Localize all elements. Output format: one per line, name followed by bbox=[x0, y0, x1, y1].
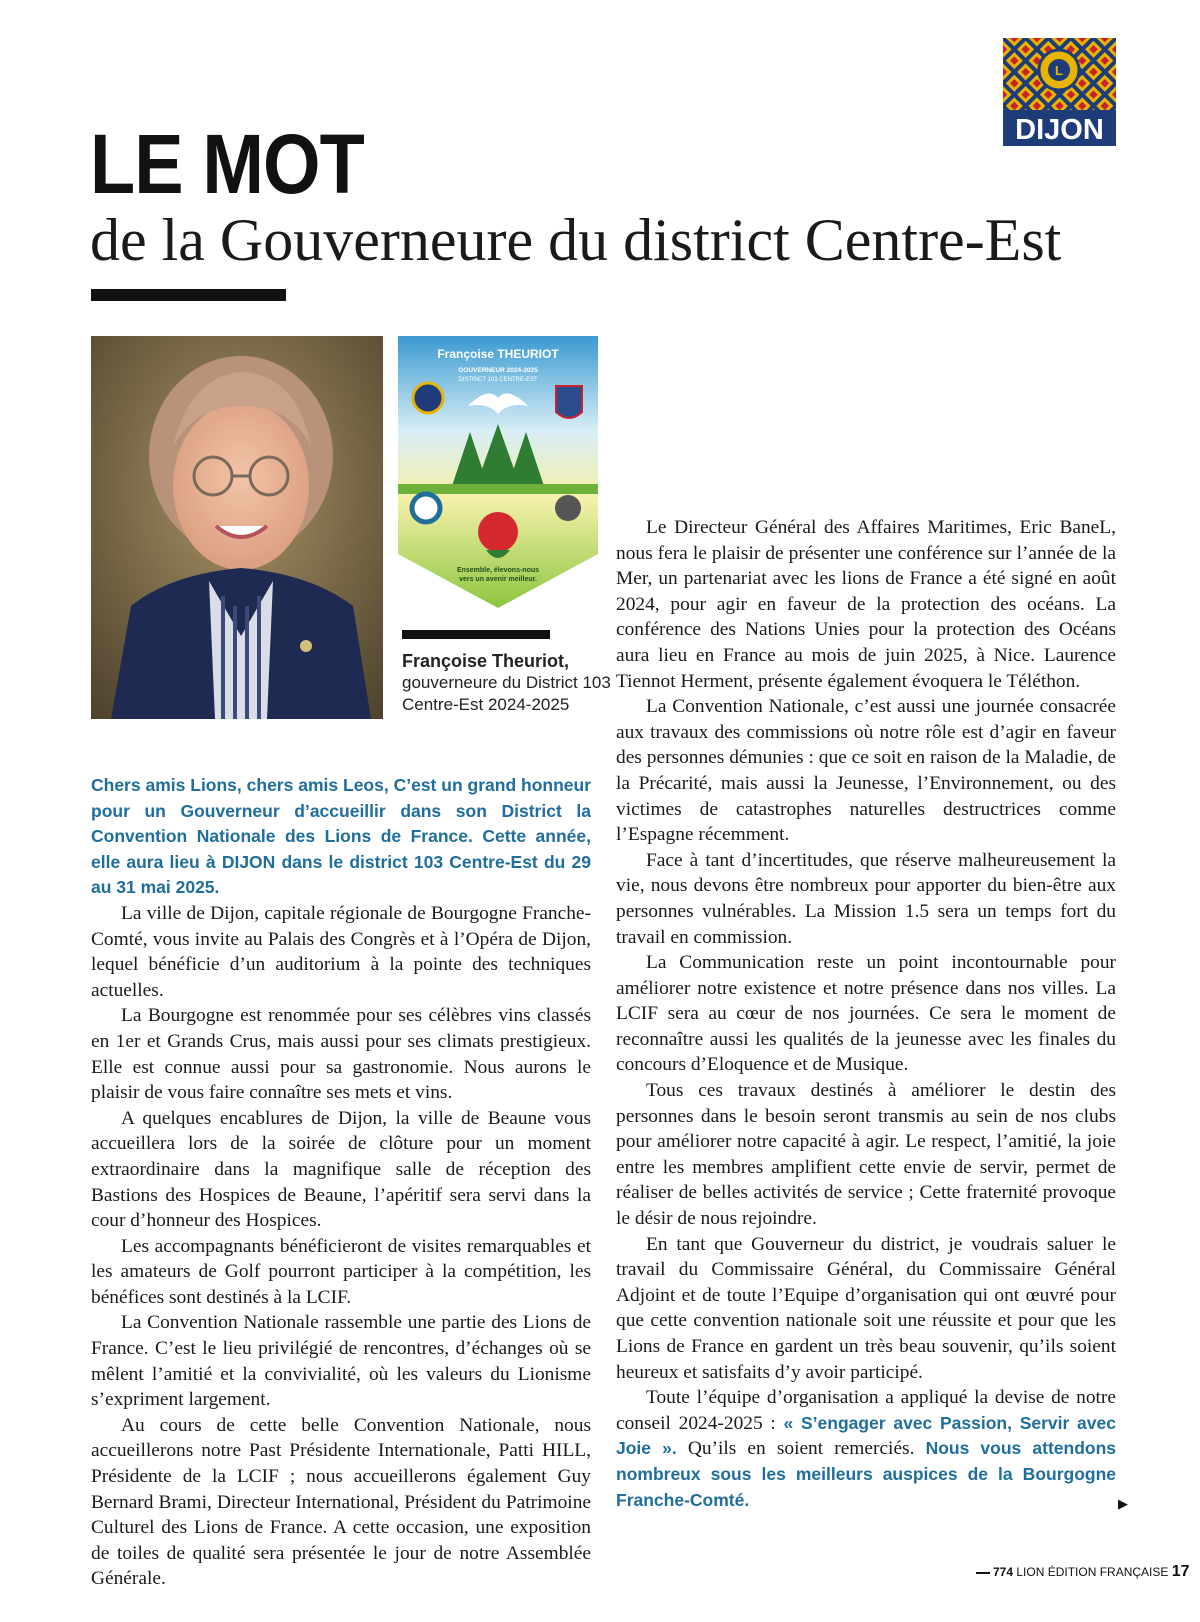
shield-icon bbox=[556, 386, 582, 418]
pennant-motto-1: Ensemble, élevons-nous bbox=[456, 567, 540, 574]
paragraph: La Convention Nationale rassemble une partie des Lions de France. C’est le lieu privilégié de rencontres, d’échanges où se mêlent l’amitié et la convivialité, où les valeurs du Lionisme s’expriment largement. bbox=[91, 1312, 591, 1411]
publication-name: LION ÉDITION FRANÇAISE bbox=[1016, 1565, 1169, 1579]
dijon-logo-graphic bbox=[1003, 38, 1116, 146]
continue-arrow-icon: ▶ bbox=[1118, 1497, 1128, 1512]
closing-paragraph bbox=[616, 1385, 1116, 1513]
svg-text:L: L bbox=[1055, 63, 1063, 78]
logo-text: DIJON bbox=[1015, 114, 1104, 146]
governor-pennant bbox=[398, 336, 598, 608]
caption-role-line1: gouverneure du District 103 bbox=[402, 673, 611, 692]
pennant-name: Françoise THEURIOT bbox=[437, 347, 559, 361]
flower-icon bbox=[478, 512, 518, 552]
intro-lead: Chers amis Lions, chers amis Leos, C’est un grand honneur pour un Gouverneur d’accueillir dans son District la Convention Nationale des Lions de France. Cette année, elle aura lieu à DIJON dans le district 103 Centre-Est du 29 au 31 mai 2025. bbox=[91, 775, 591, 898]
paragraph: Au cours de cette belle Convention Nationale, nous accueillerons notre Past Présidente Internationale, Patti HILL, Présidente de la LCIF ; nous accueillerons également Guy Bernard Brami, Directeur International, Président du Patrimoine Culturel des Lions de France. A cette occasion, une exposition de toiles de qualité sera présentée le jour de notre Assemblée Générale. bbox=[91, 1414, 591, 1590]
page-footer bbox=[976, 1563, 1190, 1581]
photo-caption bbox=[402, 650, 611, 716]
paragraph: En tant que Gouverneur du district, je voudrais saluer le travail du Commissaire Général, du Commissaire Général Adjoint et de toute l’Equipe d’organisation qui ont œuvré pour que cette convention nationale soit une réussite et pour que les Lions de France en gardent un très beau souvenir, qu’ils soient heureux et satisfaits d’y avoir participé. bbox=[616, 1233, 1116, 1383]
paragraph: Le Directeur Général des Affaires Maritimes, Eric BaneL, nous fera le plaisir de présenter une conférence sur l’année de la Mer, un partenariat avec les lions de France a été signé en août 2024, pour agir en faveur de la protection des océans. La conférence des Nations Unies pour la protection des Océans aura lieu en France au mois de juin 2025, à Nice. Laurence Tiennot Herment, présente également évoquera le Téléthon. bbox=[616, 517, 1116, 692]
pennant-line2: DISTRICT 103 CENTRE-EST bbox=[458, 377, 538, 383]
paragraph: Les accompagnants bénéficieront de visites remarquables et les amateurs de Golf pourront participer à la compétition, les bénéfices sont destinés à la LCIF. bbox=[91, 1235, 591, 1308]
pennant-motto-2: vers un avenir meilleur. bbox=[459, 576, 537, 583]
badge-icon bbox=[555, 495, 581, 521]
lions-emblem-icon bbox=[413, 383, 443, 413]
paragraph: A quelques encablures de Dijon, la ville de Beaune vous accueillera lors de la soirée de clôture pour un moment extraordinaire dans la magnifique salle de réception des Bastions des Hospices de Beaune, l’apéritif sera servi dans la cour d’honneur des Hospices. bbox=[91, 1107, 591, 1232]
page-title: LE MOT bbox=[90, 117, 364, 211]
caption-rule bbox=[402, 630, 550, 639]
left-column bbox=[91, 773, 591, 1592]
dijon-logo bbox=[1003, 38, 1116, 146]
paragraph: Face à tant d’incertitudes, que réserve malheureusement la vie, nous devons être nombreux pour apporter du bien-être aux personnes vulnérables. La Mission 1.5 sera un temps fort du travail en commission. bbox=[616, 849, 1116, 948]
paragraph: La ville de Dijon, capitale régionale de Bourgogne Franche-Comté, vous invite au Palais des Congrès et à l’Opéra de Dijon, lequel bénéficie d’un auditorium à la pointe des techniques actuelles. bbox=[91, 902, 591, 1001]
governor-portrait bbox=[91, 336, 383, 719]
caption-name: Françoise Theuriot, bbox=[402, 651, 570, 671]
pennant-image bbox=[398, 336, 598, 608]
closing-invitation: Nous vous attendons nombreux sous les meilleurs auspices de la Bourgogne Franche-Comté. bbox=[616, 1438, 1116, 1510]
club-motto: « S’engager avec Passion, Servir avec Joie ». bbox=[616, 1412, 1116, 1459]
closing-intro: Toute l’équipe d’organisation a appliqué la devise de notre conseil 2024-2025 : bbox=[616, 1387, 1116, 1434]
page-number: 17 bbox=[1171, 1563, 1190, 1580]
paragraph: La Convention Nationale, c’est aussi une journée consacrée aux travaux des commissions où notre rôle est d’agir en faveur des personnes démunies : que ce soit en raison de la Maladie, de la Précarité, mais aussi la Jeunesse, l’Environnement, ou des victimes de catastrophes naturelles destructrices comme l’Espagne récemment. bbox=[616, 696, 1116, 846]
paragraph: La Bourgogne est renommée pour ses célèbres vins classés en 1er et Grands Crus, mais aussi pour ses climats prestigieux. Elle est connue aussi pour sa gastronomie. Nous aurons le plaisir de vous faire connaître ses mets et vins. bbox=[91, 1005, 591, 1104]
right-column bbox=[616, 515, 1116, 1513]
paragraph: La Communication reste un point incontournable pour améliorer notre existence et notre présence dans nos villes. La LCIF sera au cœur de nos journées. Ce sera le moment de reconnaître aussi les qualités de la jeunesse avec les finales du concours d’Eloquence et de Musique. bbox=[616, 952, 1116, 1076]
issue-number: 774 bbox=[993, 1565, 1014, 1579]
paragraph: Tous ces travaux destinés à améliorer le destin des personnes dans le besoin seront transmis au sein de nos clubs pour améliorer notre capacité à agir. Le respect, l’amitié, la joie entre les membres amplifient cette envie de servir, permet de réaliser de belles activités de service ; Cette fraternité provoque le désir de nous rejoindre. bbox=[616, 1080, 1116, 1230]
title-underline bbox=[91, 289, 286, 301]
portrait-image bbox=[91, 336, 383, 719]
caption-role-line2: Centre-Est 2024-2025 bbox=[402, 695, 570, 714]
page-subtitle: de la Gouverneure du district Centre-Est bbox=[90, 207, 1062, 273]
footer-dash bbox=[976, 1572, 990, 1574]
pennant-line1: GOUVERNEUR 2024-2025 bbox=[458, 367, 538, 374]
circle-logo-icon bbox=[412, 494, 440, 522]
thanks-text: Qu’ils en soient remerciés. bbox=[687, 1438, 915, 1460]
